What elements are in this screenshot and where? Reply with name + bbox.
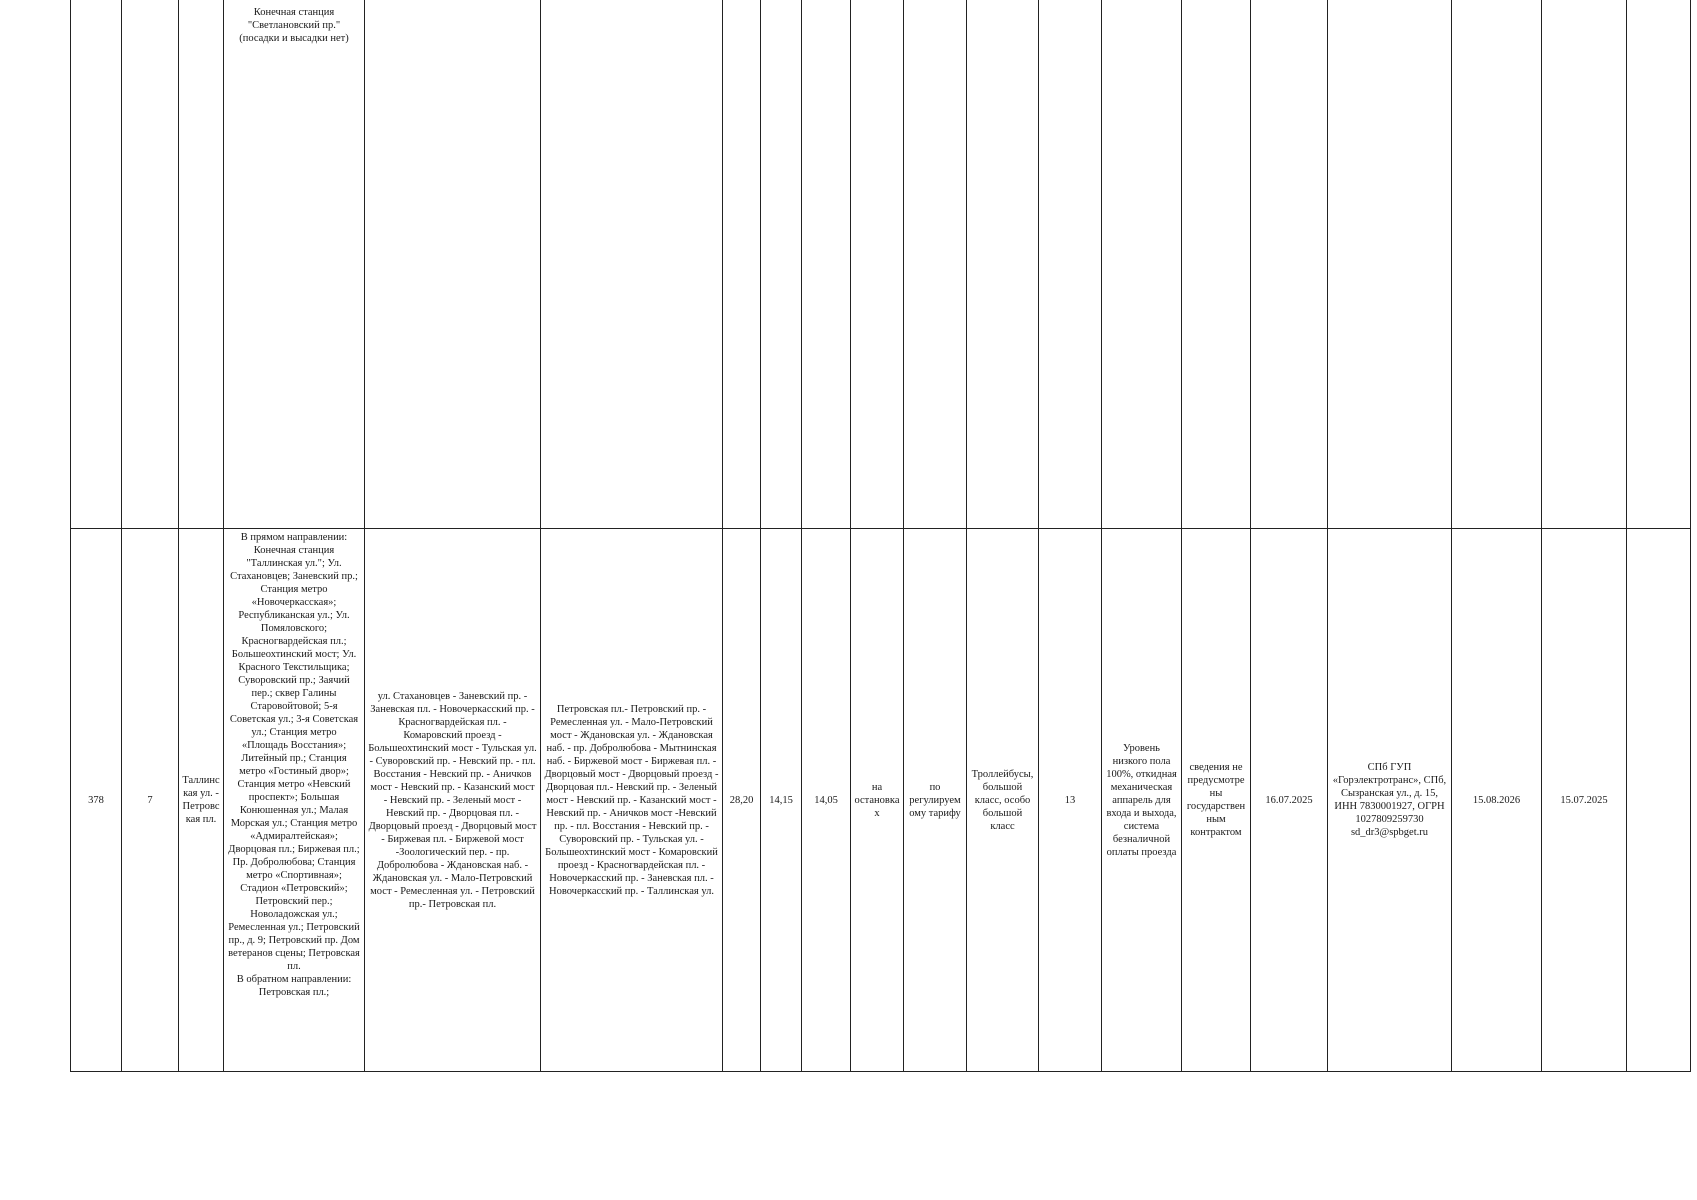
cell-prev-stops xyxy=(224,0,365,529)
route-registry-table xyxy=(70,0,1691,1072)
registry-sheet xyxy=(70,0,1690,1072)
cell-empty xyxy=(1182,0,1251,529)
cell-length-backward: 14,15 xyxy=(761,529,802,1072)
cell-empty xyxy=(1627,529,1691,1072)
cell-empty xyxy=(1452,0,1542,529)
table-row-route-7 xyxy=(71,529,1691,1072)
cell-empty xyxy=(1102,0,1182,529)
cell-vehicle-count: 13 xyxy=(1039,529,1102,1072)
cell-empty xyxy=(541,0,723,529)
cell-empty xyxy=(122,0,179,529)
cell-route-number: 7 xyxy=(122,529,179,1072)
cell-empty xyxy=(1627,0,1691,529)
prev-stops-text: Конечная станция "Светлановский пр." (посадки и высадки нет) xyxy=(239,7,349,44)
cell-vehicle-features: Уровень низкого пола 100%, откидная механическая аппарель для входа и выхода, система безналичной оплаты проезда xyxy=(1102,529,1182,1072)
cell-empty xyxy=(1328,0,1452,529)
cell-empty xyxy=(71,0,122,529)
cell-empty xyxy=(179,0,224,529)
cell-empty xyxy=(365,0,541,529)
cell-empty xyxy=(723,0,761,529)
cell-reg-number: 378 xyxy=(71,529,122,1072)
table-row-previous xyxy=(71,0,1691,529)
cell-date-2: 15.08.2026 xyxy=(1452,529,1542,1072)
cell-date-3: 15.07.2025 xyxy=(1542,529,1627,1072)
cell-empty xyxy=(1039,0,1102,529)
cell-streets-forward: ул. Стахановцев - Заневский пр. - Заневская пл. - Новочеркасский пр. - Красногвардейская пл. - Комаровский проезд - Большеохтинский мост - Тульская ул. - Суворовский пр. - Невский пр. - пл. Восстания - Невский пр. - Аничков мост - Невский пр. - Казанский мост - Невский пр. - Зеленый мост - Невский пр. - Дворцовая пл. - Дворцовый проезд - Дворцовый мост - Биржевая пл. - Биржевой мост -Зоологический пер. - пр. Добролюбова - Ждановская наб. - Ждановская ул. - Мало-Петровский мост - Ремесленная ул. - Петровский пр.- Петровская пл. xyxy=(365,529,541,1072)
cell-empty xyxy=(1542,0,1627,529)
cell-stops xyxy=(224,529,365,1072)
cell-empty xyxy=(904,0,967,529)
cell-vehicle-type: Троллейбусы, большой класс, особо большой класс xyxy=(967,529,1039,1072)
cell-carrier: СПб ГУП «Горэлектротранс», СПб, Сызранская ул., д. 15, ИНН 7830001927, ОГРН 1027809259730 sd_dr3@spbget.ru xyxy=(1328,529,1452,1072)
cell-tariff: по регулируемому тарифу xyxy=(904,529,967,1072)
cell-streets-backward: Петровская пл.- Петровский пр. - Ремесленная ул. - Мало-Петровский мост - Ждановская ул. - Ждановская наб. - пр. Добролюбова - Мытнинская наб. - Биржевой мост - Биржевая пл. - Дворцовый мост - Дворцовый проезд - Дворцовая пл.- Невский пр. - Зеленый мост - Невский пр. - Казанский мост - Невский пр. - Аничков мост -Невский пр. - пл. Восстания - Невский пр. - Суворовский пр. - Тульская ул. - Большеохтинский мост - Комаровский проезд - Красногвардейская пл. - Новочеркасский пр. - Заневская пл. - Новочеркасский пр. - Таллинская ул. xyxy=(541,529,723,1072)
cell-empty xyxy=(967,0,1039,529)
cell-contract-info: сведения не предусмотрены государственным контрактом xyxy=(1182,529,1251,1072)
cell-empty xyxy=(802,0,851,529)
cell-route-name: Таллинская ул. - Петровская пл. xyxy=(179,529,224,1072)
stops-text: В прямом направлении: Конечная станция "Таллинская ул."; Ул. Стахановцев; Заневский пр.; Станция метро «Новочеркасская»; Республиканская ул.; Ул. Помяловского; Красногвардейская пл.; Большеохтинский мост; Ул. Красного Текстильщика; Суворовский пр.; Заячий пер.; сквер Галины Старовойтовой; 5-я Советская ул.; 3-я Советская ул.; Станция метро «Площадь Восстания»; Литейный пр.; Станция метро «Гостиный двор»; Станция метро «Невский проспект»; Большая Конюшенная ул.; Малая Морская ул.; Станция метро «Адмиралтейская»; Дворцовая пл.; Биржевая пл.; Пр. Добролюбова; Станция метро «Спортивная»; Стадион «Петровский»; Петровский пер.; Новоладожская ул.; Ремесленная ул.; Петровский пр., д. 9; Петровский пр. Дом ветеранов сцены; Петровская пл. В обратном направлении: Петровская пл.; xyxy=(228,532,360,998)
cell-stop-order: на остановках xyxy=(851,529,904,1072)
cell-start-date: 16.07.2025 xyxy=(1251,529,1328,1072)
cell-empty xyxy=(1251,0,1328,529)
cell-empty xyxy=(851,0,904,529)
cell-length-total: 14,05 xyxy=(802,529,851,1072)
cell-empty xyxy=(761,0,802,529)
cell-length-forward: 28,20 xyxy=(723,529,761,1072)
